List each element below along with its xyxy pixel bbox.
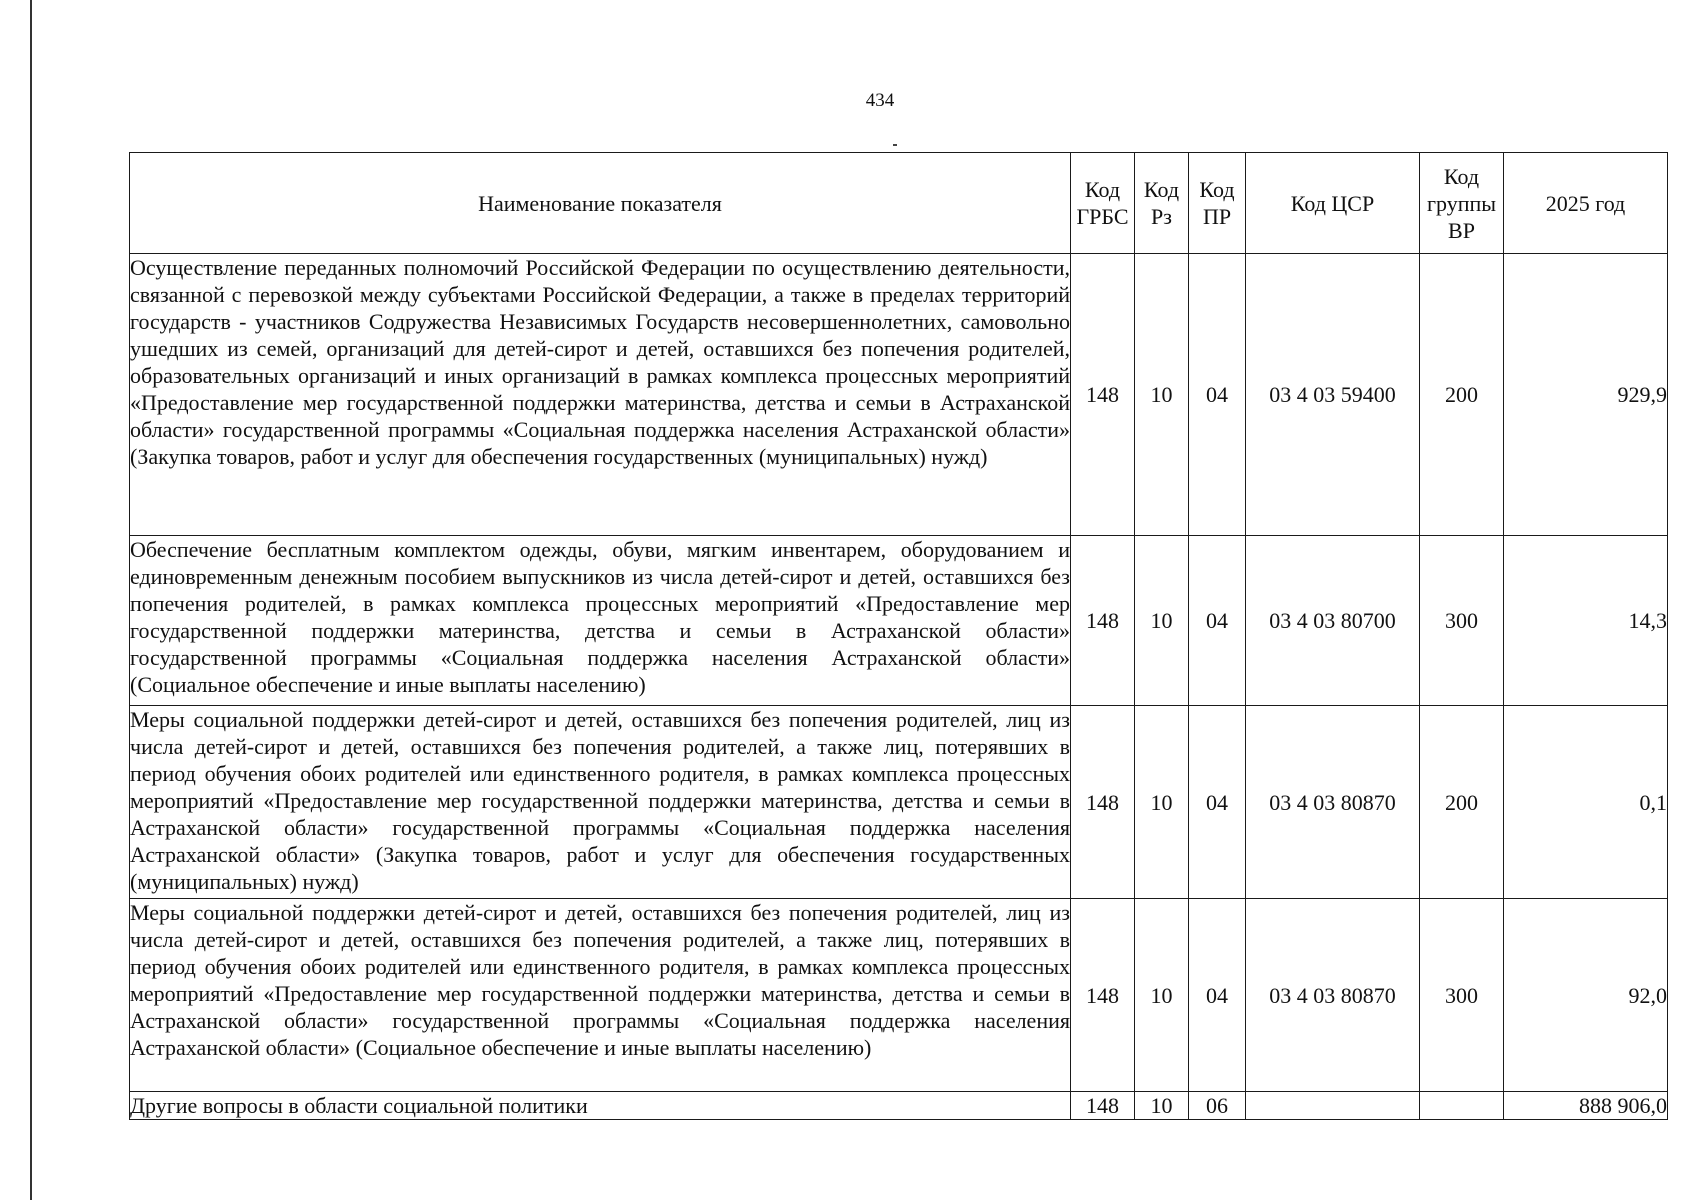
row-pr: 04 — [1189, 536, 1246, 706]
row-grbs: 148 — [1071, 899, 1135, 1092]
row-rz: 10 — [1135, 706, 1189, 899]
row-pr: 04 — [1189, 706, 1246, 899]
table-row — [130, 254, 1668, 536]
row-vr: 300 — [1420, 899, 1504, 1092]
header-vr: Код группы ВР — [1420, 153, 1504, 254]
header-grbs: Код ГРБС — [1071, 153, 1135, 254]
row-name: Обеспечение бесплатным комплектом одежды, обуви, мягким инвентарем, оборудованием и единовременным денежным пособием выпускников из числа детей-сирот и детей, оставшихся без попечения родителей, в рамках комплекса процессных мероприятий «Предоставление мер государственной поддержки материнства, детства и семьи в Астраханской области» государственной программы «Социальная поддержка населения Астраханской области» (Социальное обеспечение и иные выплаты населению) — [130, 536, 1071, 706]
row-pr: 04 — [1189, 254, 1246, 536]
row-vr: 200 — [1420, 706, 1504, 899]
row-csr — [1246, 1092, 1420, 1120]
row-csr: 03 4 03 59400 — [1246, 254, 1420, 536]
page-number: 434 — [865, 90, 895, 111]
row-rz: 10 — [1135, 254, 1189, 536]
row-pr: 04 — [1189, 899, 1246, 1092]
row-grbs: 148 — [1071, 706, 1135, 899]
row-csr: 03 4 03 80700 — [1246, 536, 1420, 706]
row-grbs: 148 — [1071, 536, 1135, 706]
row-grbs: 148 — [1071, 254, 1135, 536]
budget-table — [129, 152, 1668, 1120]
table-row — [130, 536, 1668, 706]
row-amount: 14,3 — [1504, 536, 1668, 706]
row-vr — [1420, 1092, 1504, 1120]
scan-speck — [893, 144, 897, 146]
row-amount: 888 906,0 — [1504, 1092, 1668, 1120]
header-csr: Код ЦСР — [1246, 153, 1420, 254]
row-grbs: 148 — [1071, 1092, 1135, 1120]
row-rz: 10 — [1135, 536, 1189, 706]
table-row — [130, 1092, 1668, 1120]
row-amount: 929,9 — [1504, 254, 1668, 536]
row-csr: 03 4 03 80870 — [1246, 706, 1420, 899]
header-year: 2025 год — [1504, 153, 1668, 254]
table-row — [130, 706, 1668, 899]
header-name: Наименование показателя — [130, 153, 1071, 254]
row-rz: 10 — [1135, 899, 1189, 1092]
row-name: Меры социальной поддержки детей-сирот и детей, оставшихся без попечения родителей, лиц из числа детей-сирот и детей, оставшихся без попечения родителей, а также лиц, потерявших в период обучения обоих родителей или единственного родителя, в рамках комплекса процессных мероприятий «Предоставление мер государственной поддержки материнства, детства и семьи в Астраханской области» государственной программы «Социальная поддержка населения Астраханской области» (Закупка товаров, работ и услуг для обеспечения государственных (муниципальных) нужд) — [130, 706, 1071, 899]
row-name: Меры социальной поддержки детей-сирот и детей, оставшихся без попечения родителей, лиц из числа детей-сирот и детей, оставшихся без попечения родителей, а также лиц, потерявших в период обучения обоих родителей или единственного родителя, в рамках комплекса процессных мероприятий «Предоставление мер государственной поддержки материнства, детства и семьи в Астраханской области» государственной программы «Социальная поддержка населения Астраханской области» (Социальное обеспечение и иные выплаты населению) — [130, 899, 1071, 1092]
row-rz: 10 — [1135, 1092, 1189, 1120]
row-vr: 300 — [1420, 536, 1504, 706]
row-name: Другие вопросы в области социальной политики — [130, 1092, 1071, 1120]
row-csr: 03 4 03 80870 — [1246, 899, 1420, 1092]
row-amount: 92,0 — [1504, 899, 1668, 1092]
row-name: Осуществление переданных полномочий Российской Федерации по осуществлению деятельности, связанной с перевозкой между субъектами Российской Федерации, а также в пределах территорий государств - участников Содружества Независимых Государств несовершеннолетних, самовольно ушедших из семей, организаций для детей-сирот и детей, оставшихся без попечения родителей, образовательных организаций и иных организаций в рамках комплекса процессных мероприятий «Предоставление мер государственной поддержки материнства, детства и семьи в Астраханской области» государственной программы «Социальная поддержка населения Астраханской области» (Закупка товаров, работ и услуг для обеспечения государственных (муниципальных) нужд) — [130, 254, 1071, 536]
binding-margin-line — [30, 0, 32, 1200]
table-row — [130, 899, 1668, 1092]
table-header-row — [130, 153, 1668, 254]
row-pr: 06 — [1189, 1092, 1246, 1120]
header-pr: Код ПР — [1189, 153, 1246, 254]
row-amount: 0,1 — [1504, 706, 1668, 899]
header-rz: Код Рз — [1135, 153, 1189, 254]
row-vr: 200 — [1420, 254, 1504, 536]
